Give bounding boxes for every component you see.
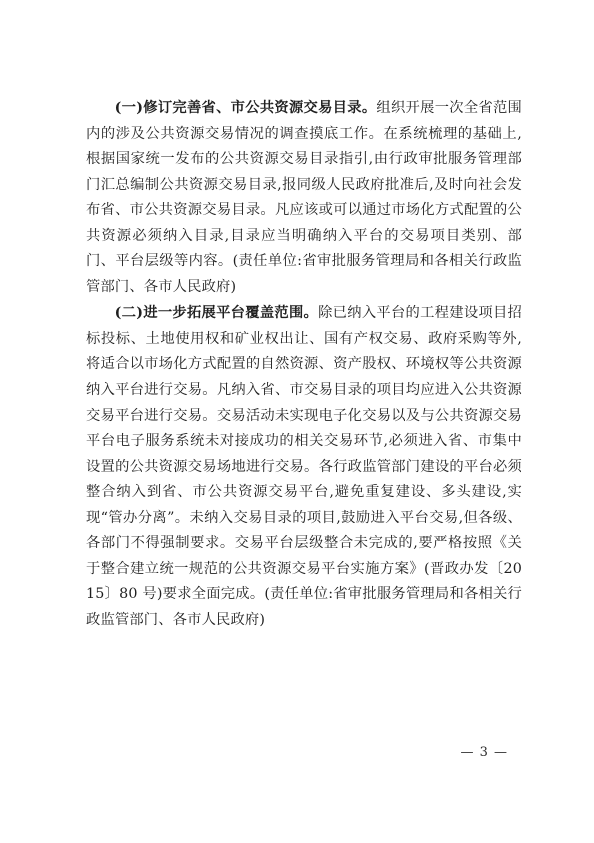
document-body (86, 96, 522, 633)
paragraph-expand-coverage (86, 301, 522, 633)
page-number: — 3 — (460, 745, 508, 760)
paragraph-heading: (一)修订完善省、市公共资源交易目录。 (114, 100, 377, 116)
paragraph-revise-catalog (86, 96, 522, 300)
paragraph-text: 除已纳入平台的工程建设项目招标投标、土地使用权和矿业权出让、国有产权交易、政府采购等外,将适合以市场化方式配置的自然资源、资产股权、环境权等公共资源纳入平台进行交易。凡纳入省、市交易目录的项目均应进入公共资源交易平台进行交易。交易活动未实现电子化交易以及与公共资源交易平台电子服务系统未对接成功的相关交易环节,必须进入省、市集中设置的公共资源交易场地进行交易。各行政监管部门建设的平台必须整合纳入到省、市公共资源交易平台,避免重复建设、多头建设,实现“管办分离”。未纳入交易目录的项目,鼓励进入平台交易,但各级、各部门不得强制要求。交易平台层级整合未完成的,要严格按照《关于整合建立统一规范的公共资源交易平台实施方案》(晋政办发〔2015〕80 号)要求全面完成。(责任单位:省审批服务管理局和各相关行政监管部门、各市人民政府) (86, 305, 522, 628)
paragraph-heading: (二)进一步拓展平台覆盖范围。 (114, 305, 319, 322)
paragraph-text: 组织开展一次全省范围内的涉及公共资源交易情况的调查摸底工作。在系统梳理的基础上,根据国家统一发布的公共资源交易目录指引,由行政审批服务管理部门汇总编制公共资源交易目录,报同级人民政府批准后,及时向社会发布省、市公共资源交易目录。凡应该或可以通过市场化方式配置的公共资源必须纳入目录,目录应当明确纳入平台的交易项目类别、部门、平台层级等内容。(责任单位:省审批服务管理局和各相关行政监管部门、各市人民政府) (86, 100, 522, 295)
